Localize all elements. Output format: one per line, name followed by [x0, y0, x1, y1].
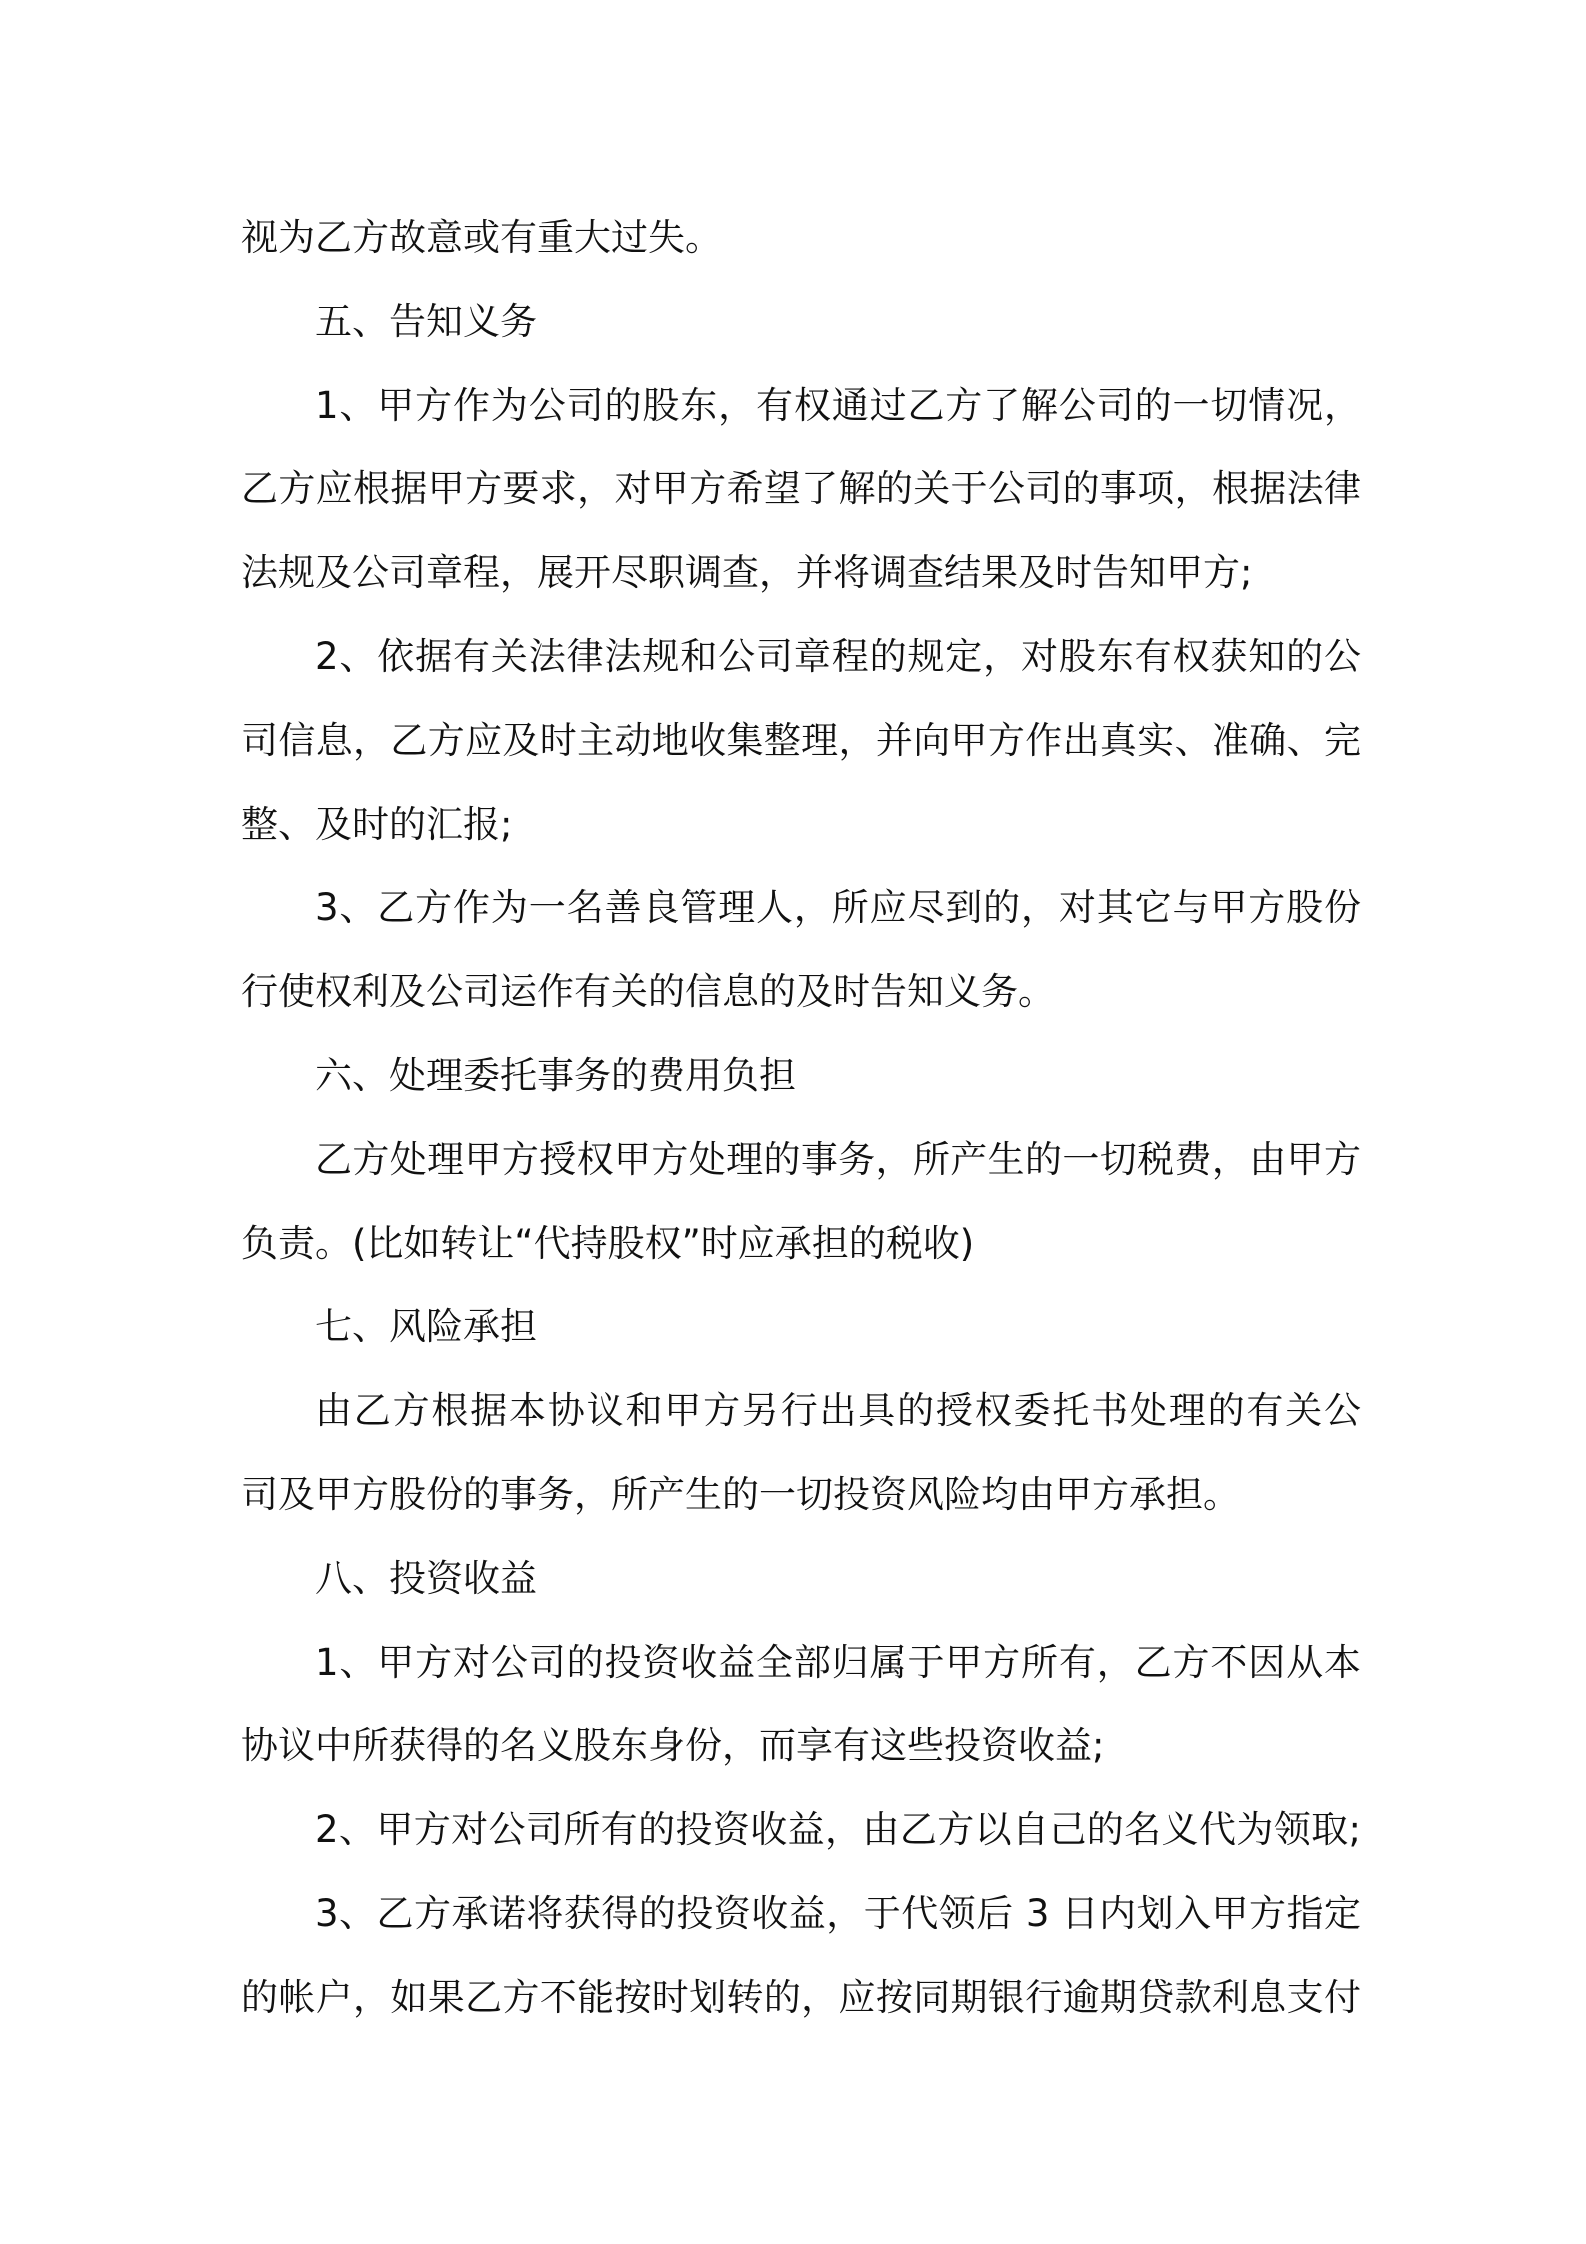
section-heading-risk-bearing: 七、风险承担 [315, 1305, 537, 1349]
text-line: 负责。(比如转让“代持股权”时应承担的税收) [241, 1221, 975, 1265]
text-line: 乙方处理甲方授权甲方处理的事务，所产生的一切税费，由甲方 [315, 1137, 1361, 1181]
text-line: 司及甲方股份的事务，所产生的一切投资风险均由甲方承担。 [241, 1472, 1240, 1516]
section-heading-notification-duty: 五、告知义务 [315, 299, 537, 343]
text-line: 法规及公司章程，展开尽职调查，并将调查结果及时告知甲方; [241, 551, 1253, 595]
section-heading-expense-burden: 六、处理委托事务的费用负担 [315, 1053, 796, 1097]
text-line: 由乙方根据本协议和甲方另行出具的授权委托书处理的有关公 [315, 1389, 1361, 1433]
text-line: 视为乙方故意或有重大过失。 [241, 216, 722, 259]
document-body [241, 196, 1361, 2040]
text-line: 的帐户，如果乙方不能按时划转的，应按同期银行逾期贷款利息支付 [241, 1975, 1361, 2019]
text-line: 1、甲方作为公司的股东，有权通过乙方了解公司的一切情况， [315, 383, 1361, 427]
text-line: 协议中所获得的名义股东身份，而享有这些投资收益; [241, 1724, 1105, 1768]
text-line: 3、乙方承诺将获得的投资收益，于代领后 3 日内划入甲方指定 [315, 1891, 1361, 1935]
text-line: 2、依据有关法律法规和公司章程的规定，对股东有权获知的公 [315, 634, 1361, 678]
text-line: 2、甲方对公司所有的投资收益，由乙方以自己的名义代为领取; [315, 1808, 1361, 1852]
section-heading-investment-income: 八、投资收益 [315, 1556, 537, 1600]
text-line: 乙方应根据甲方要求，对甲方希望了解的关于公司的事项，根据法律 [241, 467, 1361, 511]
text-line: 行使权利及公司运作有关的信息的及时告知义务。 [241, 970, 1055, 1014]
text-line: 3、乙方作为一名善良管理人，所应尽到的，对其它与甲方股份 [315, 886, 1361, 930]
text-line: 整、及时的汇报; [241, 802, 513, 846]
text-line: 司信息，乙方应及时主动地收集整理，并向甲方作出真实、准确、完 [241, 718, 1361, 762]
text-line: 1、甲方对公司的投资收益全部归属于甲方所有，乙方不因从本 [315, 1640, 1361, 1684]
